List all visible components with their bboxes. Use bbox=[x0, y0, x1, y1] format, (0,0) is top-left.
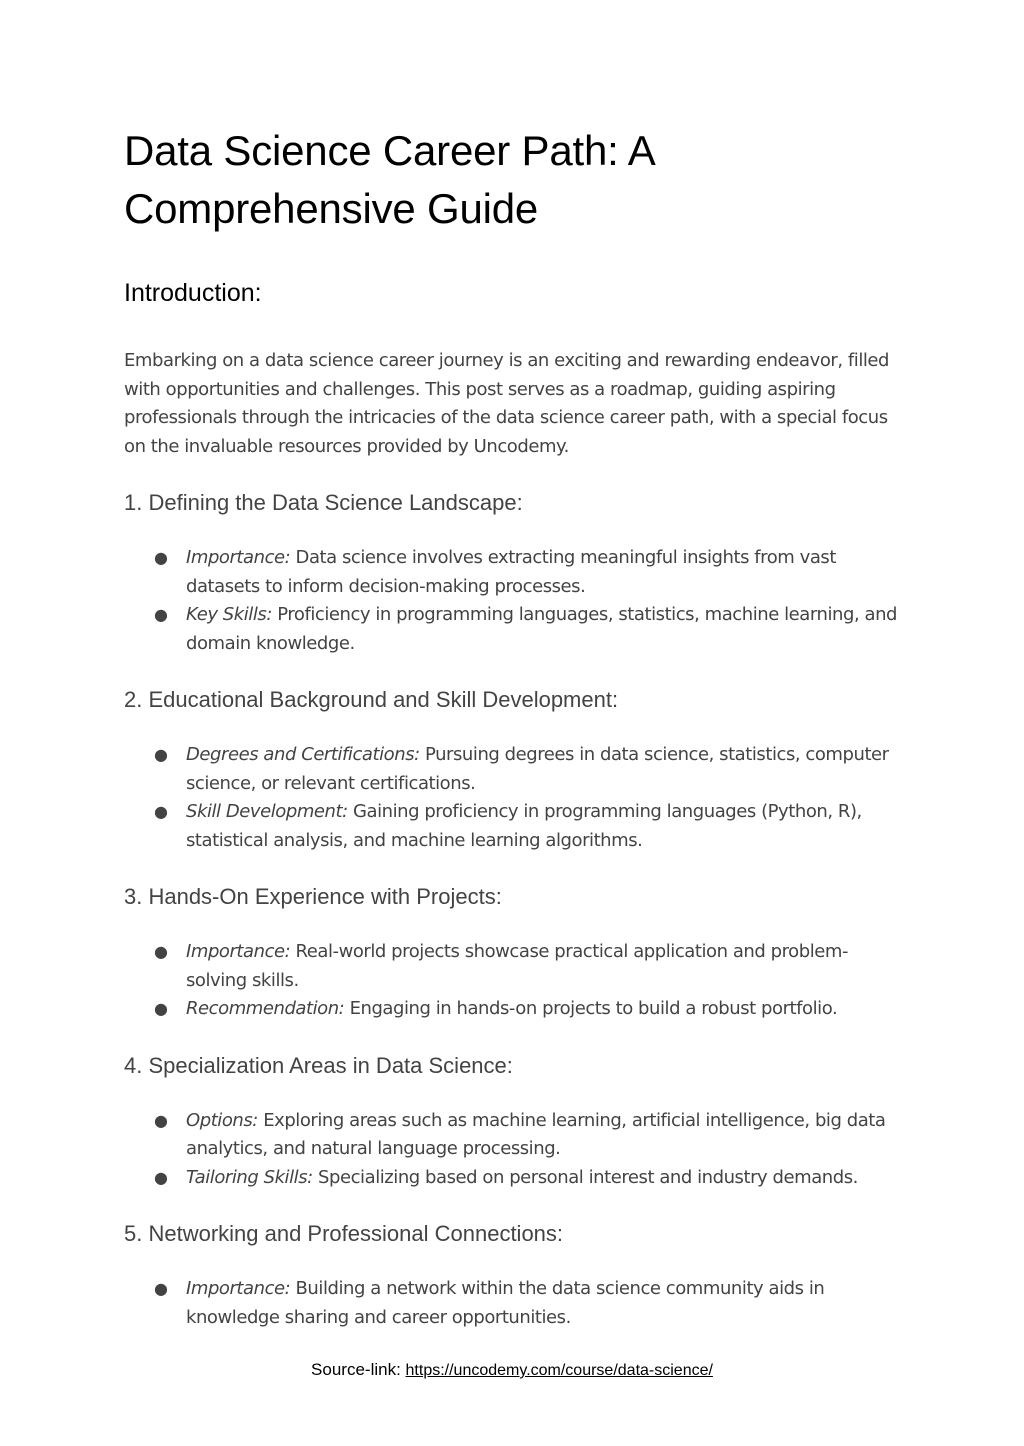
bullet-text: Engaging in hands-on projects to build a robust portfolio. bbox=[344, 998, 838, 1019]
bullet-icon: ● bbox=[154, 548, 168, 567]
section-5 bbox=[124, 1219, 904, 1332]
list-item bbox=[124, 1164, 904, 1193]
bullet-list bbox=[124, 1107, 904, 1193]
bullet-icon: ● bbox=[154, 1167, 168, 1187]
section-heading: 3. Hands-On Experience with Projects: bbox=[124, 884, 502, 909]
section-3 bbox=[124, 882, 904, 1024]
bullet-icon: ● bbox=[154, 1110, 168, 1130]
list-item bbox=[124, 601, 904, 658]
bullet-icon: ● bbox=[154, 802, 168, 821]
bullet-text: Exploring areas such as machine learning, artificial intelligence, big data analytics, and natural language processing. bbox=[186, 1109, 886, 1159]
source-label: Source-link: bbox=[311, 1360, 406, 1379]
bullet-icon: ● bbox=[154, 999, 168, 1018]
list-item bbox=[124, 798, 904, 855]
list-item bbox=[124, 1275, 904, 1332]
source-link[interactable]: https://uncodemy.com/course/data-science/ bbox=[405, 1362, 713, 1379]
section-heading: 2. Educational Background and Skill Development: bbox=[124, 687, 619, 712]
bullet-text: Proficiency in programming languages, statistics, machine learning, and domain knowledge. bbox=[186, 604, 898, 654]
list-item bbox=[124, 1107, 904, 1164]
bullet-text: Specializing based on personal interest and industry demands. bbox=[312, 1166, 858, 1188]
bullet-term: Key Skills: bbox=[186, 604, 272, 625]
list-item bbox=[124, 995, 904, 1024]
bullet-text: Data science involves extracting meaningful insights from vast datasets to inform decision-making processes. bbox=[186, 547, 836, 597]
bullet-text: Gaining proficiency in programming languages (Python, R), statistical analysis, and machine learning algorithms. bbox=[186, 801, 862, 851]
bullet-icon: ● bbox=[154, 605, 168, 624]
list-item bbox=[124, 938, 904, 995]
bullet-icon: ● bbox=[154, 745, 168, 764]
bullet-icon: ● bbox=[154, 942, 168, 961]
section-2 bbox=[124, 685, 904, 855]
bullet-term: Degrees and Certifications: bbox=[186, 744, 420, 765]
bullet-list bbox=[124, 544, 904, 658]
section-4 bbox=[124, 1051, 904, 1193]
page-title: Data Science Career Path: A Comprehensive Guide bbox=[124, 127, 654, 232]
list-item bbox=[124, 741, 904, 798]
bullet-term: Importance: bbox=[186, 547, 291, 568]
bullet-term: Options: bbox=[186, 1109, 258, 1131]
bullet-list bbox=[124, 938, 904, 1024]
bullet-list bbox=[124, 1275, 904, 1332]
section-heading: 5. Networking and Professional Connections: bbox=[124, 1221, 564, 1246]
bullet-text: Real-world projects showcase practical application and problem-solving skills. bbox=[186, 941, 848, 991]
bullet-term: Importance: bbox=[186, 1278, 291, 1299]
intro-paragraph: Embarking on a data science career journey is an exciting and rewarding endeavor, filled with opportunities and challenges. This post serves as a roadmap, guiding aspiring professionals through the intricacies of the data science career path, with a special focus on the invaluable resources provided by Uncodemy. bbox=[124, 350, 890, 457]
bullet-list bbox=[124, 741, 904, 855]
section-heading: 1. Defining the Data Science Landscape: bbox=[124, 490, 523, 515]
bullet-icon: ● bbox=[154, 1279, 168, 1298]
bullet-text: Building a network within the data science community aids in knowledge sharing and career opportunities. bbox=[186, 1278, 825, 1328]
intro-heading: Introduction: bbox=[124, 279, 262, 307]
bullet-term: Tailoring Skills: bbox=[186, 1166, 313, 1188]
list-item bbox=[124, 544, 904, 601]
source-footer bbox=[0, 1360, 1024, 1380]
section-heading: 4. Specialization Areas in Data Science: bbox=[124, 1052, 513, 1078]
section-1 bbox=[124, 488, 904, 658]
bullet-term: Recommendation: bbox=[186, 998, 345, 1019]
bullet-term: Importance: bbox=[186, 941, 291, 962]
document-page bbox=[124, 122, 904, 1332]
bullet-text: Pursuing degrees in data science, statistics, computer science, or relevant certifications. bbox=[186, 744, 889, 794]
bullet-term: Skill Development: bbox=[186, 801, 348, 822]
